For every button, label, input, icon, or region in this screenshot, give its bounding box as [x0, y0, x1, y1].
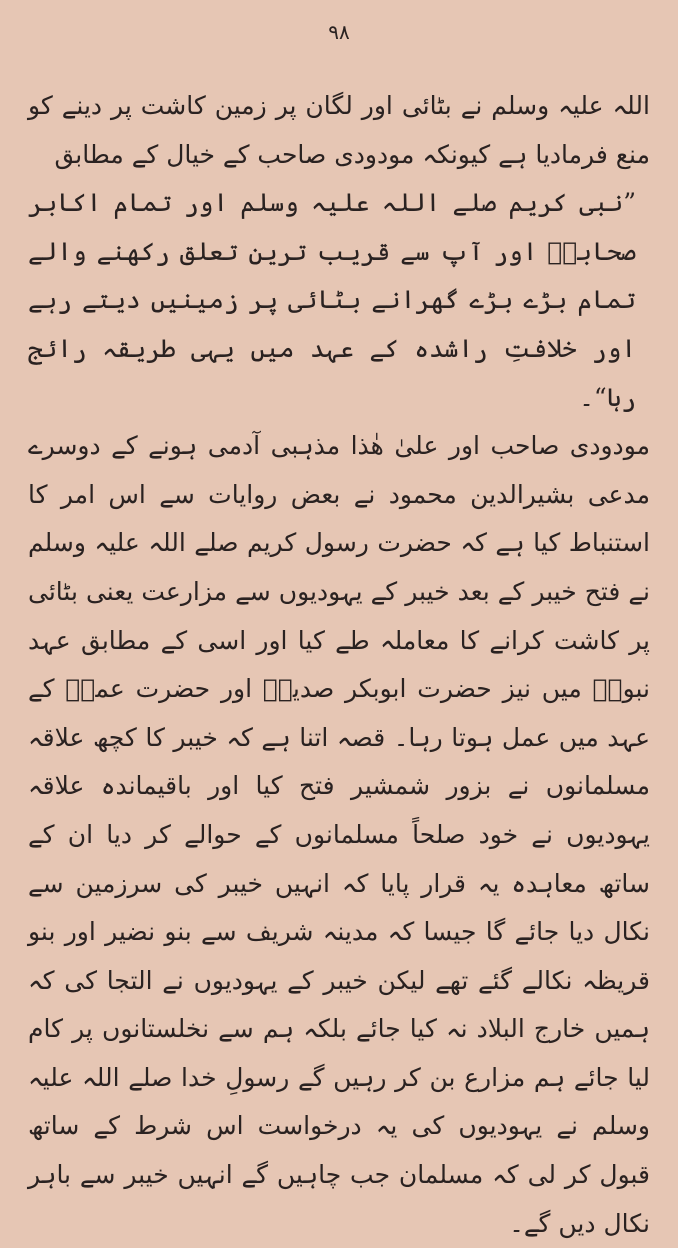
paragraph-3: مودودی صاحب اور علیٰ ھٰذا مذہبی آدمی ہونے کے دوسرے مدعی بشیرالدین محمود نے بعض روایات سے اس امر کا استنباط کیا ہے کہ حضرت رسول کریم صلے اللہ علیہ وسلم نے فتح خیبر کے بعد خیبر کے یہودیوں سے مزارعت یعنی بٹائی پر کاشت کرانے کا معاملہ طے کیا اور اسی کے مطابق عہد نبویؐ میں نیز حضرت ابوبکر صدیقؓ اور حضرت عمرؓ کے عہد میں عمل ہوتا رہا۔ قصہ اتنا ہے کہ خیبر کا کچھ علاقہ مسلمانوں نے بزور شمشیر فتح کیا اور باقیماندہ علاقہ یہودیوں نے خود صلحاً مسلمانوں کے حوالے کر دیا ان کے ساتھ معاہدہ یہ قرار پایا کہ انہیں خیبر کی سرزمین سے نکال دیا جائے گا جیسا کہ مدینہ شریف سے بنو نضیر اور بنو قریظہ نکالے گئے تھے لیکن خیبر کے یہودیوں نے التجا کی کہ ہمیں خارج البلاد نہ کیا جائے بلکہ ہم سے نخلستانوں پر کام لیا جائے ہم مزارع بن کر رہیں گے رسولِ خدا صلے اللہ علیہ وسلم نے یہودیوں کی یہ درخواست اس شرط کے ساتھ قبول کر لی کہ مسلمان جب چاہیں گے انہیں خیبر سے باہر نکال دیں گے۔: [28, 431, 650, 1238]
page-text: [28, 82, 650, 1248]
page-number: ٩٨: [328, 20, 350, 44]
quote-paragraph: ”نبی کریم صلے اللہ علیہ وسلم اور تمام اکابر صحابہؓ اور آپ سے قریب ترین تعلق رکھنے والے تمام بڑے بڑے گھرانے بٹائی پر زمینیں دیتے رہے اور خلافتِ راشدہ کے عہد میں یہی طریقہ رائج رہا“۔: [28, 188, 636, 412]
paragraph-1: اللہ علیہ وسلم نے بٹائی اور لگان پر زمین کاشت پر دینے کو منع فرمادیا ہے کیونکہ مودودی صاحب کے خیال کے مطابق: [28, 91, 650, 169]
